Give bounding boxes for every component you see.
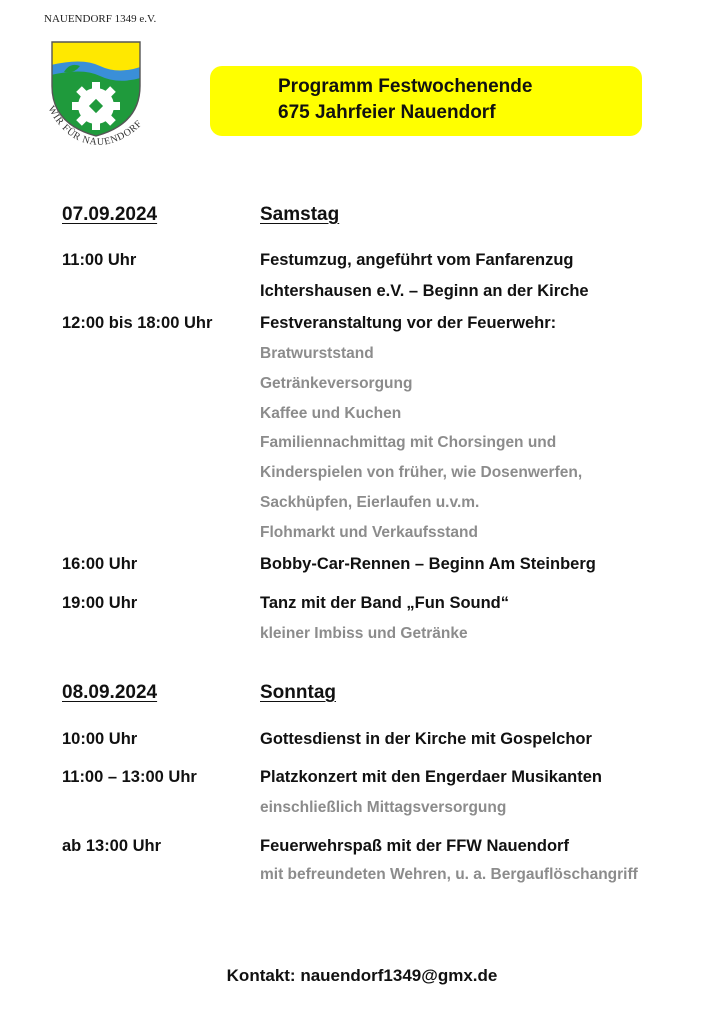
event-detail: mit befreundeten Wehren, u. a. Bergauflöschangriff xyxy=(260,866,638,883)
event-title: Platzkonzert mit den Engerdaer Musikanten xyxy=(260,768,602,786)
event-time: 12:00 bis 18:00 Uhr xyxy=(62,314,213,332)
title-banner xyxy=(210,66,642,136)
contact-email: Kontakt: nauendorf1349@gmx.de xyxy=(226,966,498,985)
event-detail: Familiennachmittag mit Chorsingen und xyxy=(260,434,557,451)
event-detail: Bratwurststand xyxy=(260,345,374,362)
day-weekday: Sonntag xyxy=(260,682,336,703)
day-date: 08.09.2024 xyxy=(62,682,158,703)
event-time: 11:00 Uhr xyxy=(62,251,137,269)
event-time: 16:00 Uhr xyxy=(62,555,138,573)
event-detail: kleiner Imbiss und Getränke xyxy=(260,625,468,642)
event-detail: Getränkeversorgung xyxy=(260,375,413,392)
event-detail: Sackhüpfen, Eierlaufen u.v.m. xyxy=(260,494,480,511)
logo-org-name: NAUENDORF 1349 e.V. xyxy=(44,13,157,25)
day-date: 07.09.2024 xyxy=(62,204,158,225)
event-time: 11:00 – 13:00 Uhr xyxy=(62,768,197,786)
event-detail: Kaffee und Kuchen xyxy=(260,405,402,422)
event-title: Gottesdienst in der Kirche mit Gospelchor xyxy=(260,730,592,748)
event-time: ab 13:00 Uhr xyxy=(62,837,162,855)
svg-text:WIR FÜR NAUENDORF: WIR FÜR NAUENDORF xyxy=(45,104,145,148)
event-title: Feuerwehrspaß mit der FFW Nauendorf xyxy=(260,837,569,855)
event-title: Festveranstaltung vor der Feuerwehr: xyxy=(260,314,557,332)
event-detail: einschließlich Mittagsversorgung xyxy=(260,799,507,816)
title-line-1: Programm Festwochenende xyxy=(278,76,533,97)
club-logo xyxy=(40,10,160,150)
event-detail: Flohmarkt und Verkaufsstand xyxy=(260,524,478,541)
event-title: Tanz mit der Band „Fun Sound“ xyxy=(260,594,510,612)
day-weekday: Samstag xyxy=(260,204,340,225)
title-line-2: 675 Jahrfeier Nauendorf xyxy=(278,102,496,123)
logo-motto xyxy=(40,28,160,150)
event-title: Festumzug, angeführt vom Fanfarenzug xyxy=(260,251,574,269)
event-detail: Kinderspielen von früher, wie Dosenwerfen, xyxy=(260,464,583,481)
event-title: Bobby-Car-Rennen – Beginn Am Steinberg xyxy=(260,555,596,573)
event-title: Ichtershausen e.V. – Beginn an der Kirche xyxy=(260,282,589,300)
event-time: 19:00 Uhr xyxy=(62,594,138,612)
event-time: 10:00 Uhr xyxy=(62,730,138,748)
